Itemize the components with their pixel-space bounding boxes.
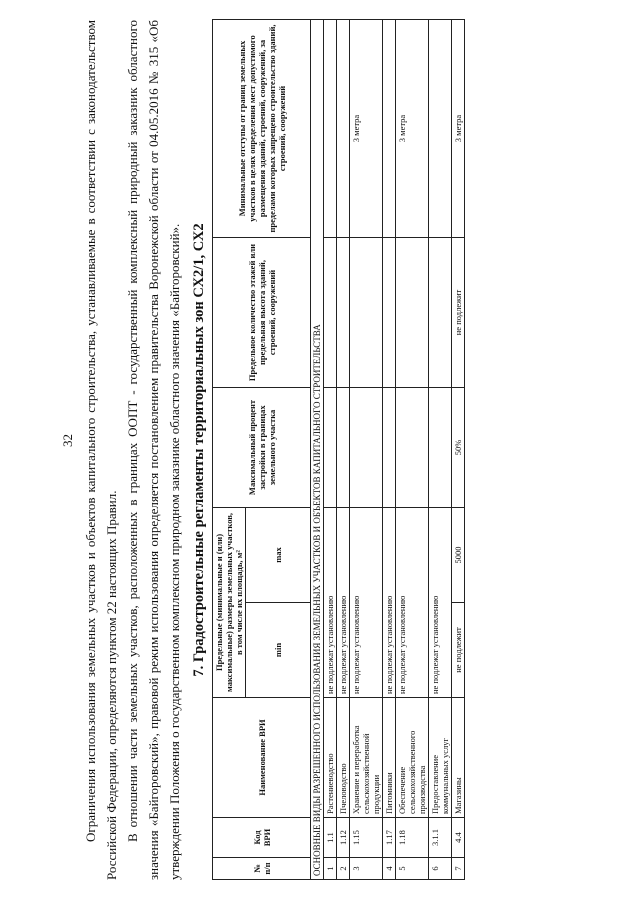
header-code: Код ВРИ: [213, 818, 311, 858]
header-num: № п/п: [213, 858, 311, 880]
cell-code: 1.15: [350, 818, 383, 858]
cell-percent: [396, 388, 429, 508]
section-header-row: ОСНОВНЫЕ ВИДЫ РАЗРЕШЕННОГО ИСПОЛЬЗОВАНИЯ ЗЕМЕЛЬНЫХ УЧАСТКОВ И ОБЪЕКТОВ КАПИТАЛЬНОГО СТРОИТЕЛЬСТВА: [311, 20, 324, 880]
cell-code: 1.12: [337, 818, 350, 858]
cell-sizes: не подлежат установлению: [396, 508, 429, 698]
cell-code: 1.1: [324, 818, 337, 858]
cell-min: не подлежит: [452, 603, 465, 698]
cell-floors: [429, 238, 452, 388]
cell-code: 1.18: [396, 818, 429, 858]
cell-code: 1.17: [383, 818, 396, 858]
cell-num: 2: [337, 858, 350, 880]
cell-sizes: не подлежат установлению: [383, 508, 396, 698]
cell-setback: 3 метра: [396, 20, 429, 238]
page-content: [80, 20, 465, 880]
cell-percent: [324, 388, 337, 508]
table-row: [350, 20, 383, 880]
header-percent: Максимальный процент застройки в границах земельного участка: [213, 388, 311, 508]
header-floors: Предельное количество этажей или предельная высота зданий, строений, сооружений: [213, 238, 311, 388]
section-title: 7. Градостроительные регламенты территориальных зон СХ2/1, СХ2: [191, 223, 207, 677]
cell-name: Магазины: [452, 698, 465, 818]
table-row: [383, 20, 396, 880]
cell-setback: [337, 20, 350, 238]
cell-name: Хранение и переработка сельскохозяйственной продукции: [350, 698, 383, 818]
cell-num: 1: [324, 858, 337, 880]
table-row: [429, 20, 452, 880]
cell-name: Пчеловодство: [337, 698, 350, 818]
header-name: Наименование ВРИ: [213, 698, 311, 818]
cell-code: 4.4: [452, 818, 465, 858]
cell-setback: [383, 20, 396, 238]
cell-sizes: не подлежат установлению: [429, 508, 452, 698]
cell-sizes: не подлежат установлению: [337, 508, 350, 698]
cell-floors: [350, 238, 383, 388]
cell-num: 6: [429, 858, 452, 880]
cell-floors: [337, 238, 350, 388]
cell-sizes: не подлежат установлению: [324, 508, 337, 698]
header-sizes: Предельные (минимальные и (или) максимальные) размеры земельных участков, в том числе их площадь, м²: [213, 508, 246, 698]
table-row: [396, 20, 429, 880]
regulations-table: [212, 19, 465, 880]
cell-num: 3: [350, 858, 383, 880]
cell-max: 5000: [452, 508, 465, 603]
cell-floors: [324, 238, 337, 388]
table-row: [324, 20, 337, 880]
cell-percent: [429, 388, 452, 508]
cell-floors: [383, 238, 396, 388]
cell-setback: 3 метра: [350, 20, 383, 238]
cell-setback: [324, 20, 337, 238]
cell-num: 4: [383, 858, 396, 880]
paragraph-restrictions: Ограничения использования земельных участков и объектов капитального строительства, устанавливаемые в соответствии с законодательством Российской Федерации, определяются пунктом 22 настоящих Правил.: [83, 20, 119, 880]
table-row: [452, 20, 465, 880]
cell-sizes: не подлежат установлению: [350, 508, 383, 698]
header-max: max: [246, 508, 311, 603]
cell-percent: [383, 388, 396, 508]
cell-floors: не подлежит: [452, 238, 465, 388]
cell-num: 5: [396, 858, 429, 880]
cell-setback: 3 метра: [452, 20, 465, 238]
header-min: min: [246, 603, 311, 698]
table-row: [337, 20, 350, 880]
cell-setback: [429, 20, 452, 238]
header-setback: Минимальные отступы от границ земельных участков в целях определения мест допустимого размещения зданий, строений, сооружений, за пределами которых запрещено строительство зданий, строений, сооружений: [213, 20, 311, 238]
cell-num: 7: [452, 858, 465, 880]
paragraph-reserve: В отношении части земельных участков, расположенных в границах ООПТ - государственный комплексный природный заказник областного значения «Байгоровский», правовой режим использования определяется постановлением правительства Воронежской области от 04.05.2016 № 315 «Об утверждении Положения о государственном комплексном природном заказнике областного значения «Байгоровский».: [125, 20, 182, 880]
cell-name: Питомники: [383, 698, 396, 818]
cell-name: Предоставление коммунальных услуг: [429, 698, 452, 818]
cell-percent: [350, 388, 383, 508]
cell-floors: [396, 238, 429, 388]
cell-percent: 50%: [452, 388, 465, 508]
cell-code: 3.1.1: [429, 818, 452, 858]
cell-percent: [337, 388, 350, 508]
cell-name: Обеспечение сельскохозяйственного производства: [396, 698, 429, 818]
cell-name: Растениеводство: [324, 698, 337, 818]
page-number: 32: [60, 434, 75, 447]
